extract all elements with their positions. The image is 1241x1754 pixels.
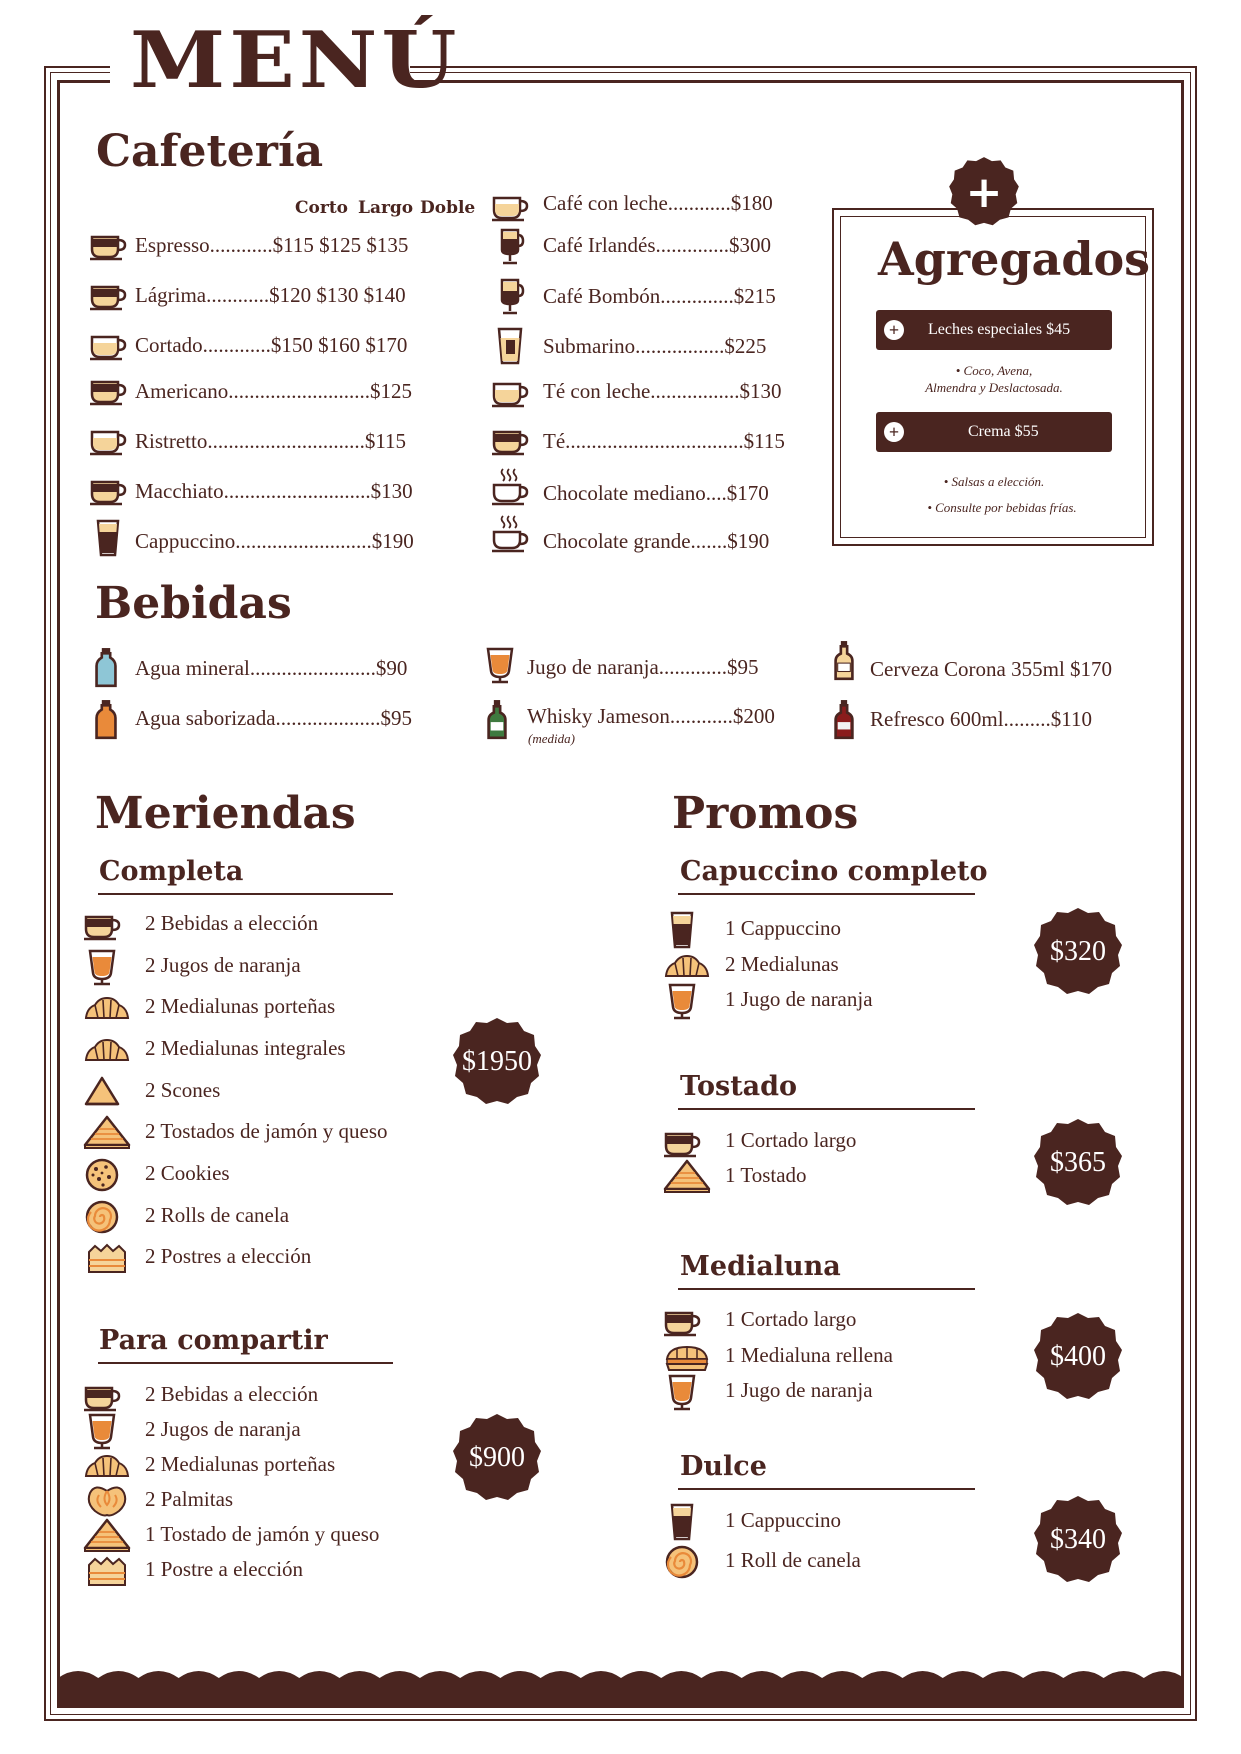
coffee-cup-icon — [662, 1301, 702, 1341]
price-badge — [1030, 1492, 1126, 1588]
menu-item: 1 Cappuccino — [725, 1508, 842, 1532]
plus-icon: + — [884, 320, 904, 340]
coffee-cup-icon — [88, 275, 128, 315]
price-label: $320 — [1050, 936, 1106, 967]
agregados-badge — [946, 154, 1022, 234]
menu-item: 2 Palmitas — [145, 1487, 234, 1511]
plus-icon: + — [884, 422, 904, 442]
menu-item: 1 Roll de canela — [725, 1548, 861, 1572]
tea-cup-icon — [490, 420, 530, 460]
meriendas-heading: Meriendas — [95, 788, 356, 839]
divider — [98, 893, 393, 895]
menu-item: Americano...........................$125 — [135, 379, 413, 403]
compartir-title: Para compartir — [99, 1325, 328, 1356]
menu-item: 1 Postre a elección — [145, 1557, 304, 1581]
pill-label: Leches especiales $45 — [928, 321, 1071, 338]
divider — [678, 1288, 975, 1290]
page-title: MENÚ — [130, 15, 461, 107]
menu-item: 2 Medialunas porteñas — [145, 1452, 336, 1476]
agregados-note: • Coco, Avena, — [955, 363, 1033, 378]
menu-item: 1 Cappuccino — [725, 916, 842, 940]
flavored-water-bottle-icon — [85, 697, 127, 743]
promos-heading: Promos — [672, 788, 859, 839]
hot-chocolate-icon — [490, 467, 530, 507]
cookie-icon — [82, 1155, 122, 1195]
price-label: $400 — [1050, 1341, 1106, 1372]
menu-item: Chocolate grande.......$190 — [543, 529, 770, 553]
price-label: $340 — [1050, 1524, 1106, 1555]
price-badge — [1030, 1309, 1126, 1405]
whisky-bottle-icon — [476, 697, 518, 743]
orange-juice-icon — [480, 645, 520, 685]
coffee-cup-icon — [88, 420, 128, 460]
menu-item: 1 Cortado largo — [725, 1307, 857, 1331]
tall-glass-icon — [88, 518, 128, 558]
cake-icon — [82, 1551, 132, 1591]
leches-pill — [876, 310, 1112, 350]
menu-item: 1 Cortado largo — [725, 1128, 857, 1152]
menu-item: 2 Cookies — [145, 1161, 230, 1185]
plus-icon: + — [965, 166, 1003, 218]
bottom-wave-border — [58, 1664, 1184, 1708]
tea-cup-icon — [490, 372, 530, 412]
cake-icon — [82, 1238, 132, 1278]
divider — [678, 1108, 975, 1110]
orange-juice-icon — [662, 1372, 702, 1412]
col-header-corto: Corto — [295, 198, 349, 218]
palmita-icon — [82, 1481, 132, 1521]
coffee-cup-icon — [82, 905, 122, 945]
scone-icon — [82, 1072, 122, 1112]
croissant-icon — [82, 1446, 132, 1486]
coffee-cup-icon — [490, 186, 530, 226]
menu-item: Café Bombón..............$215 — [543, 284, 776, 308]
menu-item: 2 Jugos de naranja — [145, 1417, 301, 1441]
orange-juice-icon — [82, 947, 122, 987]
coffee-cup-icon — [88, 470, 128, 510]
sandwich-icon — [662, 1157, 712, 1197]
submarino-glass-icon — [490, 326, 530, 366]
agregados-note: • Salsas a elección. — [943, 474, 1045, 489]
menu-item: Café Irlandés..............$300 — [543, 233, 772, 257]
promo-title: Dulce — [680, 1451, 767, 1482]
menu-item: 2 Medialunas integrales — [145, 1036, 346, 1060]
agregados-note: • Consulte por bebidas frías. — [927, 500, 1077, 515]
menu-item: 2 Bebidas a elección — [145, 1382, 319, 1406]
menu-item: 1 Tostado — [725, 1163, 807, 1187]
menu-item: 2 Scones — [145, 1078, 221, 1102]
menu-item: Macchiato............................$130 — [135, 479, 413, 503]
menu-item: 1 Jugo de naranja — [725, 1378, 873, 1402]
agregados-note: Almendra y Deslactosada. — [925, 380, 1063, 395]
sandwich-icon — [82, 1113, 132, 1153]
promo-title: Capuccino completo — [680, 856, 988, 887]
menu-item: 2 Medialunas — [725, 952, 839, 976]
bebidas-heading: Bebidas — [95, 578, 292, 629]
water-bottle-icon — [85, 645, 127, 691]
orange-juice-icon — [662, 981, 702, 1021]
sandwich-icon — [82, 1516, 132, 1556]
beer-bottle-icon — [823, 638, 865, 684]
menu-item: Jugo de naranja.............$95 — [527, 655, 759, 679]
menu-item: 1 Jugo de naranja — [725, 987, 873, 1011]
agregados-heading: Agregados — [878, 232, 1151, 286]
menu-item: Cappuccino..........................$190 — [135, 529, 414, 553]
filled-croissant-icon — [662, 1337, 712, 1377]
menu-item: Agua mineral........................$90 — [135, 656, 408, 680]
promo-title: Medialuna — [680, 1251, 841, 1282]
menu-item: Cerveza Corona 355ml $170 — [870, 657, 1113, 681]
col-header-largo: Largo — [358, 198, 414, 218]
menu-item: 2 Postres a elección — [145, 1244, 312, 1268]
tall-glass-icon — [662, 910, 702, 950]
menu-item: 2 Jugos de naranja — [145, 953, 301, 977]
menu-item: Cortado.............$150 $160 $170 — [135, 333, 408, 357]
menu-item: 1 Tostado de jamón y queso — [145, 1522, 380, 1546]
coffee-cup-icon — [88, 325, 128, 365]
price-label: $365 — [1050, 1147, 1106, 1178]
menu-item: Refresco 600ml.........$110 — [870, 707, 1093, 731]
cinnamon-roll-icon — [662, 1542, 702, 1582]
menu-item: 1 Medialuna rellena — [725, 1343, 893, 1367]
coffee-cup-icon — [88, 370, 128, 410]
menu-item: Submarino.................$225 — [543, 334, 767, 358]
price-label: $900 — [469, 1442, 525, 1473]
irish-coffee-icon — [490, 226, 530, 266]
menu-item: Whisky Jameson............$200 — [527, 704, 775, 728]
croissant-icon — [662, 946, 712, 986]
price-label: $1950 — [462, 1046, 532, 1077]
hot-chocolate-icon — [490, 514, 530, 554]
pill-label: Crema $55 — [968, 423, 1039, 440]
divider — [678, 1488, 975, 1490]
menu-item: 2 Rolls de canela — [145, 1203, 290, 1227]
crema-pill — [876, 412, 1112, 452]
coffee-cup-icon — [88, 225, 128, 265]
orange-juice-icon — [82, 1411, 122, 1451]
price-badge — [449, 1014, 545, 1110]
price-badge — [1030, 904, 1126, 1000]
col-header-doble: Doble — [420, 198, 476, 218]
menu-item: 2 Medialunas porteñas — [145, 994, 336, 1018]
menu-item-sub: (medida) — [528, 731, 575, 746]
soda-bottle-icon — [823, 697, 865, 743]
menu-item: 2 Tostados de jamón y queso — [145, 1119, 388, 1143]
coffee-cup-icon — [82, 1376, 122, 1416]
menu-item: Ristretto..............................$115 — [135, 429, 407, 453]
price-badge — [1030, 1115, 1126, 1211]
price-badge — [449, 1410, 545, 1506]
bombon-glass-icon — [490, 276, 530, 316]
croissant-icon — [82, 988, 132, 1028]
cinnamon-roll-icon — [82, 1197, 122, 1237]
divider — [98, 1362, 393, 1364]
croissant-icon — [82, 1030, 132, 1070]
menu-item: Chocolate mediano....$170 — [543, 481, 769, 505]
menu-item: Café con leche............$180 — [543, 191, 773, 215]
menu-item: Agua saborizada....................$95 — [135, 706, 413, 730]
menu-item: 2 Bebidas a elección — [145, 911, 319, 935]
divider — [678, 893, 975, 895]
menu-item: Lágrima............$120 $130 $140 — [135, 283, 406, 307]
coffee-cup-icon — [662, 1122, 702, 1162]
menu-item: Té..................................$115 — [543, 429, 785, 453]
completa-title: Completa — [99, 856, 244, 887]
cafeteria-heading: Cafetería — [96, 126, 324, 177]
promo-title: Tostado — [680, 1071, 798, 1102]
tall-glass-icon — [662, 1502, 702, 1542]
menu-item: Té con leche.................$130 — [543, 379, 782, 403]
menu-item: Espresso............$115 $125 $135 — [135, 233, 409, 257]
